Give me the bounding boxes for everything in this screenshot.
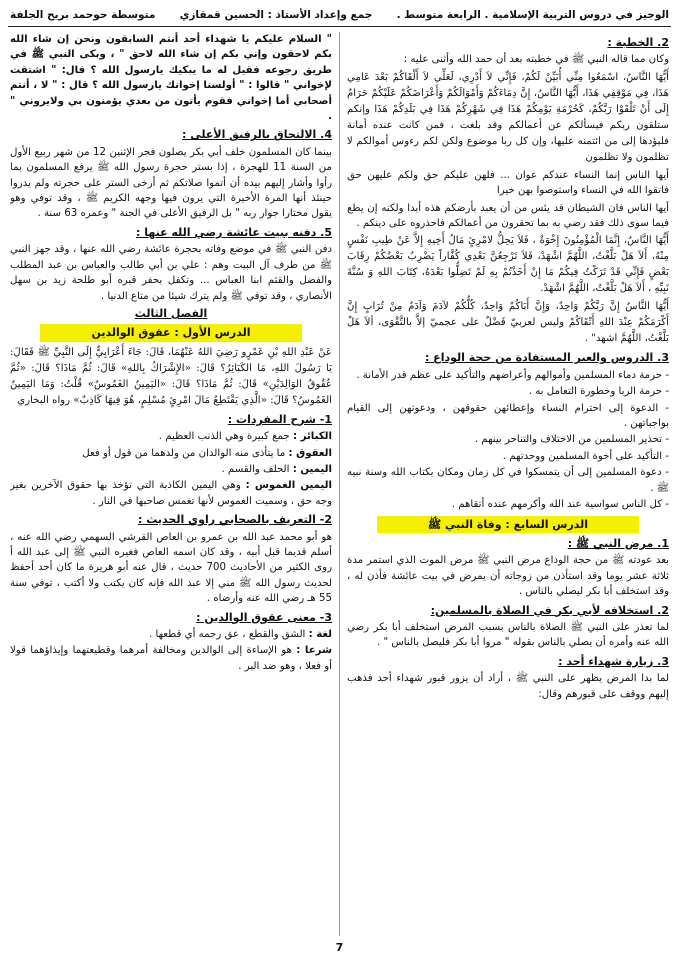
definition-item: لغة : الشق والقطع ، عق رحمه أي قطعها .	[148, 629, 332, 640]
list-item: - دعوة المسلمين إلى أن يتمسكوا في كل زمان ومكان بكتاب الله وسنة نبيه ﷺ .	[347, 467, 669, 494]
section-heading: 2. الخطبة :	[607, 36, 669, 49]
paragraph: دفن النبي ﷺ في موضع وفاته بحجرة عائشة رضي الله عنها ، وقد جهز النبي ﷺ من طرف آل البيت وهم : علي بن أبي طالب والعباس بن عبد المطلب والفضل والقثم ابنا العباس ... وتكفل بحفر قبره أبو طلحة زيد بن سهل الأنصاري ، وقد توفي ﷺ ولم يترك شيئا من متاع الدنيا .	[10, 244, 332, 302]
sermon-text: أَيُّهَا النَّاسُ، اسْمَعُوا مِنِّي أُبَيِّنْ لَكُمْ، فَإِنِّي لاَ أَدْرِي، لَعَلِّي لاَ أَلْقَاكُمْ بَعْدَ عَامِي هَذَا، فِي مَوْقِفِي هَذَا، أَيُّهَا النَّاسُ، إِنَّ دِمَاءَكُمْ وَأَمْوَالَكُمْ وَأَعْرَاضَكُمْ عَلَيْكُمْ حَرَامٌ إِلَى أَنْ تَلْقَوْا رَبَّكُمْ، كَحُرْمَةِ يَوْمِكُمْ هَذَا فِي شَهْرِكُمْ هَذَا فِي بَلَدِكُمْ هَذَا وإنكم ستلقون ربكم فيسألكم عن أعمالكم وقد بلغت ، فمن كانت عنده أمانة فليؤدها إلى من ائتمنه عليها، وإن كل ربا موضوع ولكن لكم رءوس أموالكم لا تظلمون ولا تظلمون	[347, 71, 669, 163]
definition-item: العقوق : ما يتأذى منه الوالدان من ولدهما من قول أو فعل	[82, 447, 332, 459]
definition-item: شرعا : هو الإساءة إلى الوالدين ومخالفة أمرهما وقطيعتهما وإيذاؤهما قولا أو فعلا ، وهو ضد البر .	[10, 645, 332, 672]
definition-item: اليمين : الحلف والقسم .	[221, 463, 332, 475]
paragraph: لما بدا المرض يظهر على النبي ﷺ ، أراد أن يزور قبور شهداء أحد فذهب إليهم ووقف على قبورهم وقال:	[347, 673, 669, 700]
section-heading: 1. مرض النبي ﷺ :	[567, 536, 669, 550]
header-title: الوجيز في دروس التربية الإسلامية . الرابعة متوسط .	[396, 9, 669, 21]
sermon-text: أَيُّهَا النَّاسُ، إِنَّمَا الْمُؤْمِنُونَ إِخْوَةٌ ، فَلاَ يَحِلُّ لامْرِئٍ مَالُ أَخِيهِ إِلاَّ عَنْ طِيبِ نَفْسٍ مِنْهُ، أَلاَ هَلْ بَلَّغْتُ، اللَّهُمَّ اشْهَدْ، فَلاَ تَرْجِعُنَّ بَعْدِي كُفَّاراً يَضْرِبُ بَعْضُكُمْ رِقَابَ بَعْضٍ فَإِنِّي قَدْ تَرَكْتُ فِيكُمْ مَا إِنْ أَخَذْتُمْ بِهِ لَمْ تَضِلُّوا بَعْدَهُ، كِتَابَ اللهِ وَ سُنَّةَ نَبِيِّهِ ، أَلاَ هَلْ بَلَّغْتُ، اللَّهُمَّ اشْهَدْ.	[347, 235, 669, 295]
lesson-title-highlight: الدرس الأول : عقوق الوالدين	[40, 324, 302, 341]
section-heading: 3. الدروس والعبر المستفادة من حجة الوداع :	[424, 351, 669, 365]
paragraph: وكان مما قاله النبي ﷺ في خطبته بعد أن حمد الله وأثنى عليه :	[403, 54, 669, 66]
paragraph: " السلام عليكم يا شهداء أحد أنتم السابقون ونحن إن شاء الله بكم لاحقون وإني بكم إن شاء الله لاحق " ، وبكى النبي ﷺ في طريق رجوعه فقيل له ما يبكيك يارسول الله ؟ قال: " اشتقت لإخواني " قالوا : " أولسنا إخوانك يارسول الله ؟ قال : " لا ، أنتم أصحابي أما إخواني فقوم يأتون من بعدي يؤمنون بي ولايروني " .	[10, 34, 332, 123]
column-divider	[339, 32, 340, 936]
paragraph: هو أبو محمد عبد الله بن عمرو بن العاص القرشي السهمي رضي الله عنه ، أسلم قديما قبل أبيه ، وقد كان اسمه العاص فغيره النبي ﷺ إلى عبد الله أ روى الكثير من الأحاديث 700 حديث ، قال عنه أبو هريرة ما كان أحد أحفظ لحديث رسول الله ﷺ مني إلا عبد الله فإنه كان يكتب ولا أكتب ، توفي سنة 55 هـ رضي الله عنه وأرضاه .	[10, 531, 332, 605]
list-item: - حرمة دماء المسلمين وأموالهم وأعراضهم والتأكيد على عظم قدر الأمانة .	[356, 369, 669, 381]
paragraph: بعد عودته ﷺ من حجة الوداع مرض النبي ﷺ مرض الموت الذي استمر مدة ثلاثة عشر يوما وقد استأذن من زوجاته أن يمرض في بيت عائشة فأذن له ، وقد استخلف أبا بكر ليصلي بالناس .	[347, 555, 669, 598]
header-school: متوسطة حوحمد بريح الجلفة	[10, 9, 156, 21]
definition-item: الكبائر : جمع كبيرة وهي الذنب العظيم .	[158, 431, 332, 443]
section-heading: 3. زيارة شهداء أحد :	[558, 654, 669, 668]
page-number: 7	[335, 941, 344, 954]
hadith-text: عَنْ عَبْدِ اللهِ بْنِ عَمْرٍو رَضِيَ اللهُ عَنْهُمَا، قَالَ: جَاءَ أَعْرَابِيٌّ إِلَى النَّبِيِّ ﷺ فَقَالَ: يَا رَسُولَ اللهِ، مَا الكَبَائِرُ؟ قَالَ: «الإِشْرَاكُ بِاللهِ» قَالَ: ثُمَّ مَاذَا؟ قَالَ: «ثُمَّ عُقُوقُ الوَالِدَيْنِ» قَالَ: ثُمَّ مَاذَا؟ قَالَ: «اليَمِينُ الغَمُوسُ» قُلْتُ: وَمَا اليَمِينُ الغَمُوسُ؟ قَالَ: «الَّذِي يَقْتَطِعُ مَالَ امْرِئٍ مُسْلِمٍ، هُوَ فِيهَا كَاذِبٌ» رواه البخاري	[10, 346, 332, 406]
list-item: - كل الناس سواسية عند الله وأكرمهم عنده أتقاهم .	[451, 499, 669, 511]
paragraph: لما تعذر على النبي ﷺ الصلاة بالناس بسبب المرض استخلف أبا بكر رضي الله عنه وأمره أن يصلي بالناس بقوله " مروا أبا بكر فليصل بالناس " .	[347, 621, 669, 649]
list-item: - تحذير المسلمين من الاختلاف والتناحر بينهم .	[474, 434, 669, 446]
section-heading: 2. استخلافه لأبي بكر في الصلاة بالمسلمين:	[430, 603, 669, 617]
right-column	[347, 32, 669, 936]
section-heading: 1- شرح المفردات :	[227, 412, 332, 426]
header-author: جمع وإعداد الأستاذ : الحسين قمقازي	[179, 9, 373, 21]
left-column	[10, 32, 332, 936]
paragraph: بينما كان المسلمون خلف أبي بكر يصلون فجر الإثنين 12 من شهر ربيع الأول من السنة 11 للهجرة ، إذا بستر حجرة رسول الله ﷺ يرفع المسلمون بما رأوا وأشار إليهم بيده أن أتموا صلاتكم ثم أرخى الستر على حجرته ولم يدروا حينئذ أنها المرة الأخيرة التي يرون فيها وجهه الكريم ﷺ ، وقد توفي وهو يقول مختارا جوار ربه " بل الرفيق الأعلى في الجنة " وعمره 63 سنة .	[10, 146, 332, 220]
lesson-title-highlight: الدرس السابع : وفاة النبي ﷺ	[377, 516, 639, 533]
sermon-text: أَيُّهَا النَّاسُ إِنَّ رَبَّكُمْ وَاحِدٌ، وَإِنَّ أَبَاكُمْ وَاحِدٌ، كُلُّكُمْ لآدَمَ وَآدَمُ مِنْ تُرَابٍ إِنَّ أَكْرَمَكُمْ عِنْدَ اللهِ أَتْقَاكُمْ وليس لعربيّ فَضْلٌ على عجميّ إلاَّ بالتَّقْوَى، ألاَ هَلْ بَلَّغْتُ، اللَّهُمَّ اشهد" .	[347, 301, 669, 345]
definition-item: اليمين الغموس : وهي اليمين الكاذبة التي تؤخذ بها حقوق الآخرين بغير وجه حق ، وسميت الغموس لأنها تغمس صاحبها في النار .	[10, 480, 332, 507]
section-heading: 2- التعريف بالصحابي راوي الحديث :	[138, 513, 332, 527]
paragraph: أيها الناس إنما النساء عندكم عوان ... فلهن عليكم حق ولكم عليهن حق فاتقوا الله في النساء واستوصوا بهن خيرا	[347, 169, 669, 197]
list-item: - الدعوة إلى احترام النساء وإعطائهن حقوقهن ، ودعوتهن إلى القيام بواجباتهن .	[347, 402, 669, 430]
section-heading: 5. دفنه ببيت عائشة رضي الله عنها :	[136, 225, 332, 239]
list-item: - حرمة الربا وخطورة التعامل به .	[528, 386, 669, 398]
section-heading: 4. الالتحاق بالرفيق الأعلى :	[182, 128, 332, 142]
section-heading: 3- معنى عقوق الوالدين :	[196, 610, 332, 624]
page-header	[8, 4, 671, 27]
paragraph: أيها الناس فان الشيطان قد يئس من أن يعبد بأرضكم هذه أبدا ولكنه إن يطع فيما سوى ذلك فقد رضي به بما تحقرون من أعمالكم فاحذروه على دينكم .	[347, 202, 669, 230]
list-item: - التأكيد على أخوة المسلمين ووحدتهم .	[502, 450, 669, 462]
chapter-title: الفصل الثالث	[134, 306, 208, 320]
